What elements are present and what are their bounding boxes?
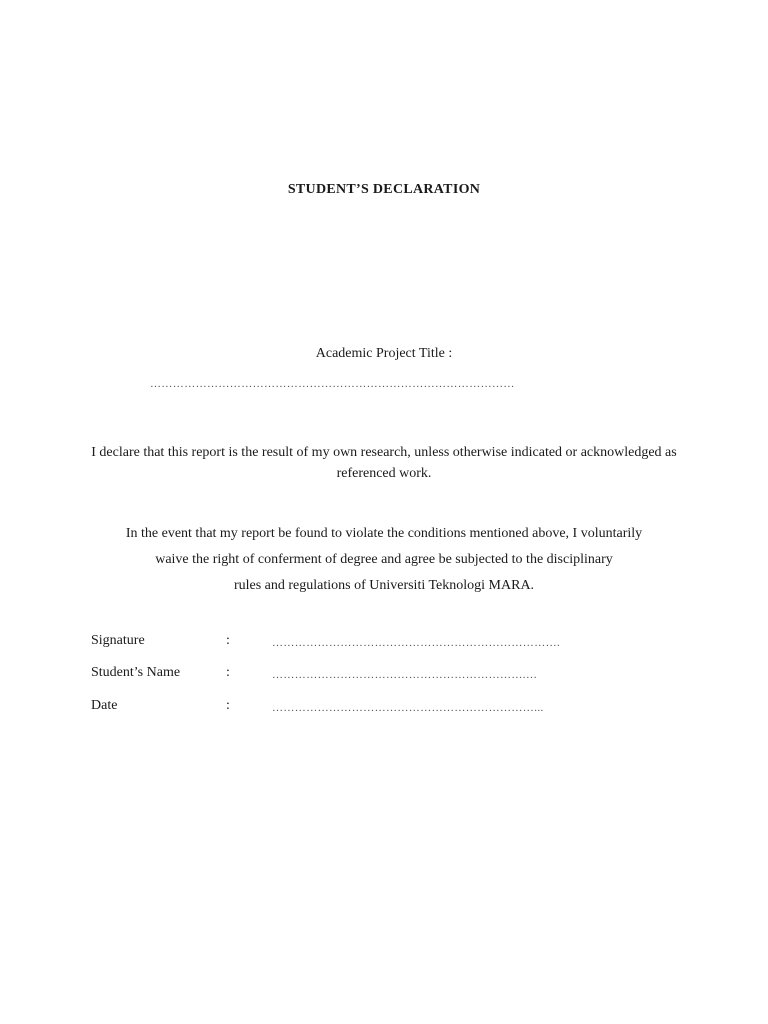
signature-label: Signature — [91, 633, 145, 648]
violation-line: rules and regulations of Universiti Teknologi MARA. — [233, 578, 535, 593]
student-name-label: Student’s Name — [91, 665, 181, 680]
declaration-paragraph: I declare that this report is the result of my own research, unless otherwise indicated or acknowledged as referenced work. — [91, 445, 677, 481]
page-title: STUDENT’S DECLARATION — [287, 182, 481, 197]
date-label: Date — [91, 698, 118, 713]
date-row — [91, 698, 691, 718]
signature-row — [91, 633, 691, 653]
signature-colon: : — [226, 633, 230, 648]
student-name-blank: ………………………………………………………….… — [272, 669, 538, 681]
date-blank: ……………………………………………………………... — [272, 702, 544, 714]
date-colon: : — [226, 698, 230, 713]
student-name-row — [91, 665, 691, 685]
project-title-label: Academic Project Title : — [315, 346, 453, 361]
student-name-colon: : — [226, 665, 230, 680]
violation-line: waive the right of conferment of degree and agree be subjected to the disciplinary — [155, 552, 613, 567]
signature-blank: …………………………………………………………………. — [272, 637, 561, 649]
violation-line: In the event that my report be found to violate the conditions mentioned above, I voluntarily — [125, 526, 643, 541]
violation-paragraph — [80, 521, 688, 599]
project-title-blank: …………………………………………………………………………………… — [150, 378, 515, 390]
